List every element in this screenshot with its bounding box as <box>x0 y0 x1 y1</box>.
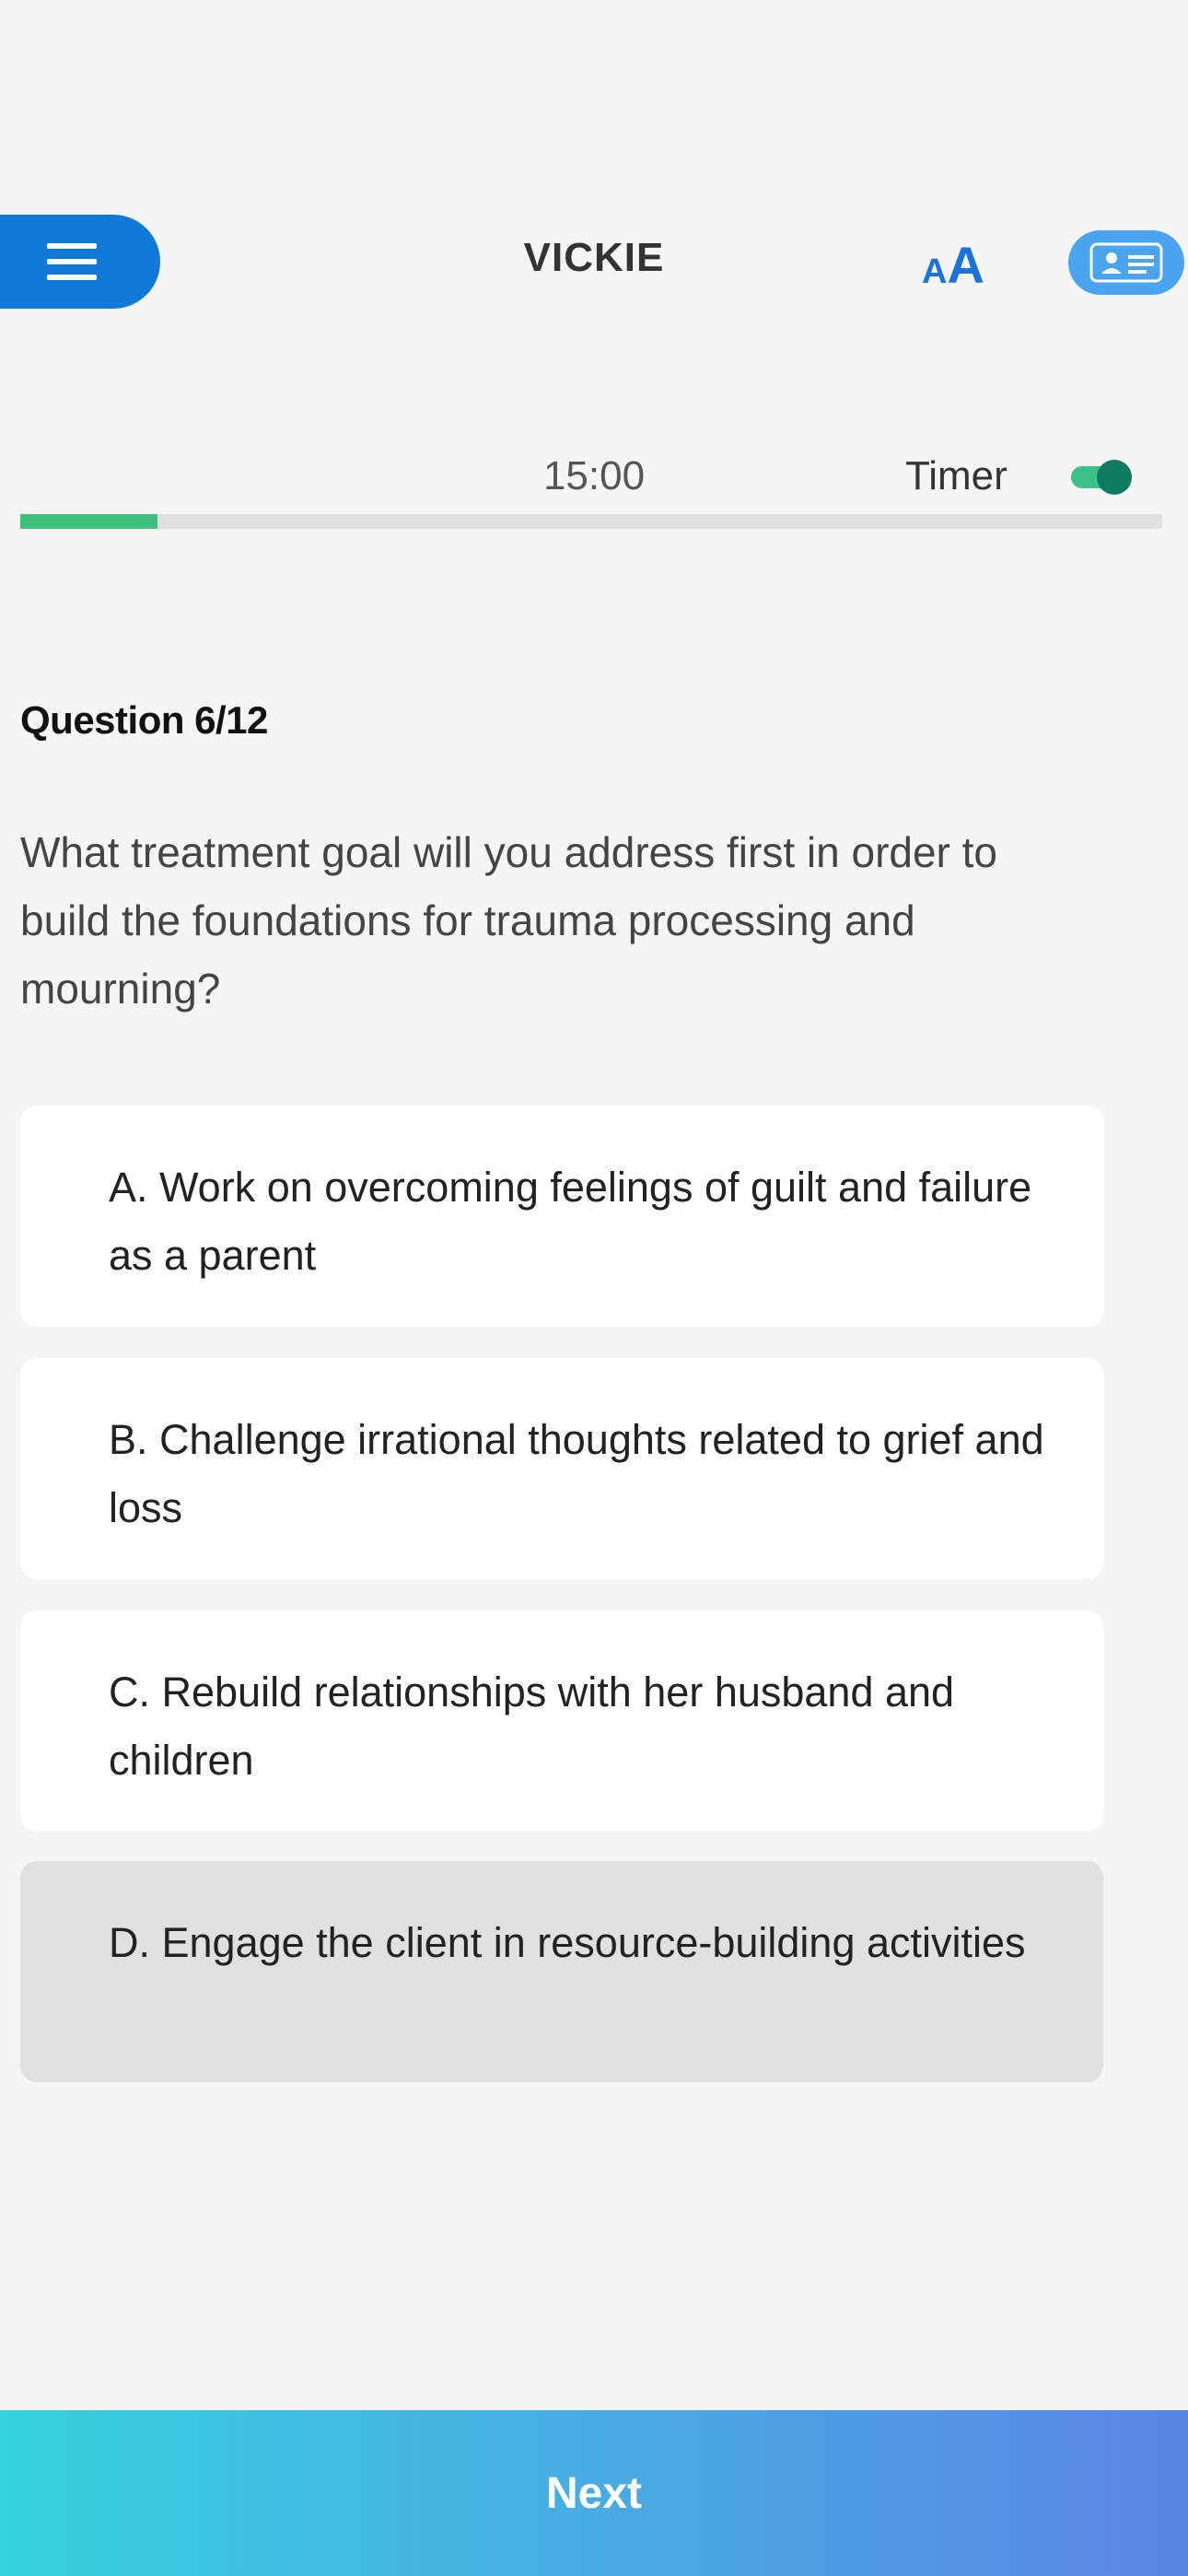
page-title: VICKIE <box>523 235 665 280</box>
font-size-button[interactable] <box>912 228 995 302</box>
font-size-icon-small: A <box>922 252 948 291</box>
question-text: What treatment goal will you address first in order to build the foundations for trauma processing and mourning? <box>20 828 998 1013</box>
answer-option-b[interactable]: B. Challenge irrational thoughts related to grief and loss <box>20 1358 1103 1579</box>
menu-button[interactable] <box>0 215 160 309</box>
hamburger-menu-icon <box>47 243 97 280</box>
timer-label: Timer <box>905 453 1007 498</box>
id-card-icon <box>1089 242 1163 283</box>
answer-option-c[interactable]: C. Rebuild relationships with her husband and children <box>20 1610 1103 1832</box>
next-button[interactable]: Next <box>0 2410 1188 2576</box>
timer-value: 15:00 <box>542 453 646 498</box>
progress-bar <box>20 514 1162 529</box>
timer-toggle[interactable] <box>1071 462 1128 493</box>
answer-option-d[interactable]: D. Engage the client in resource-building activities <box>20 1861 1103 2082</box>
answer-option-a[interactable]: A. Work on overcoming feelings of guilt and failure as a parent <box>20 1106 1103 1327</box>
profile-button[interactable] <box>1068 230 1184 295</box>
question-number: Question 6/12 <box>20 698 268 742</box>
timer-toggle-knob <box>1097 460 1132 495</box>
font-size-icon-large: A <box>947 236 984 294</box>
progress-bar-fill <box>20 514 157 529</box>
